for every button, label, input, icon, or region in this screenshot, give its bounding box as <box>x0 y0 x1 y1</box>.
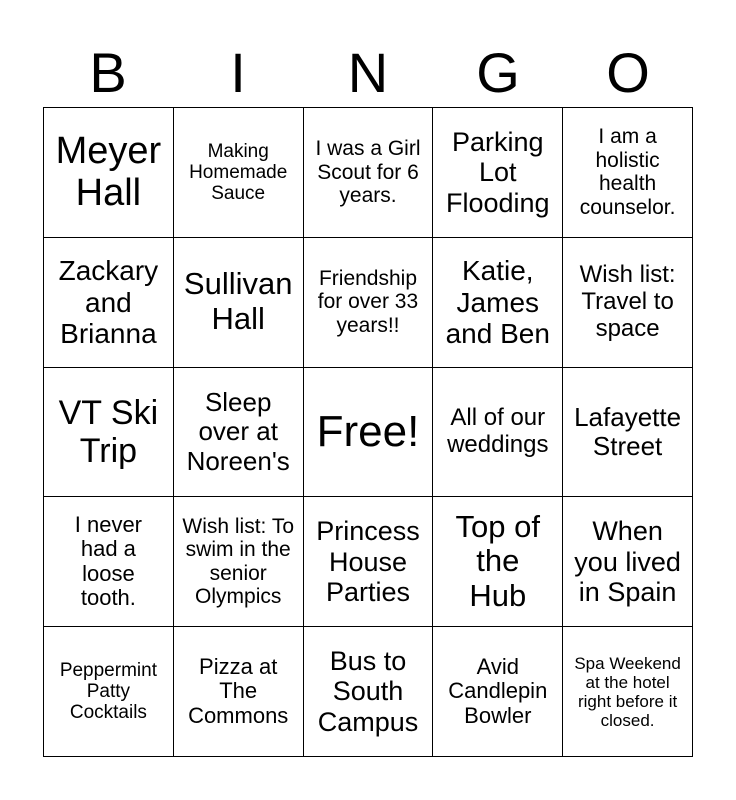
bingo-cell[interactable] <box>304 497 434 627</box>
bingo-cell[interactable] <box>304 108 434 238</box>
bingo-cell[interactable] <box>563 238 693 368</box>
bingo-cell-text: Lafayette Street <box>574 401 682 461</box>
bingo-cell[interactable] <box>563 368 693 498</box>
bingo-cell[interactable] <box>44 108 174 238</box>
bingo-cell-text: Top of the Hub <box>455 508 540 614</box>
bingo-cell-text: Friendship for over 33 years!! <box>317 266 419 337</box>
bingo-cell[interactable] <box>433 368 563 498</box>
bingo-cell[interactable] <box>174 368 304 498</box>
bingo-cell[interactable] <box>44 497 174 627</box>
bingo-cell-text: VT Ski Trip <box>58 393 159 470</box>
bingo-cell-text: I am a holistic health counselor. <box>579 125 676 219</box>
bingo-cell[interactable] <box>433 627 563 757</box>
bingo-cell[interactable] <box>304 238 434 368</box>
bingo-cell free-space[interactable] <box>304 368 434 498</box>
bingo-cell-text: Meyer Hall <box>55 129 162 215</box>
bingo-cell-text: I was a Girl Scout for 6 years. <box>315 137 421 208</box>
header-letter-n: N <box>347 41 389 104</box>
bingo-cell-text: Princess House Parties <box>316 516 420 607</box>
bingo-cell[interactable] <box>174 238 304 368</box>
bingo-card-grid <box>43 107 693 757</box>
bingo-cell[interactable] <box>433 497 563 627</box>
header-letter-o: O <box>606 41 650 104</box>
bingo-cell[interactable] <box>44 368 174 498</box>
header-letter-g: G <box>476 41 520 104</box>
bingo-cell[interactable] <box>304 627 434 757</box>
bingo-cell-text: Wish list: To swim in the senior Olympics <box>182 514 295 609</box>
bingo-cell[interactable] <box>563 627 693 757</box>
free-space-text: Free! <box>316 407 420 457</box>
bingo-cell-text: Parking Lot Flooding <box>446 127 550 218</box>
bingo-cell[interactable] <box>174 108 304 238</box>
bingo-cell[interactable] <box>44 238 174 368</box>
bingo-cell-text: Sleep over at Noreen's <box>186 387 290 476</box>
bingo-cell[interactable] <box>174 627 304 757</box>
bingo-cell[interactable] <box>433 238 563 368</box>
bingo-cell-text: Zackary and Brianna <box>58 255 159 349</box>
bingo-cell-text: Spa Weekend at the hotel right before it closed. <box>574 653 681 730</box>
bingo-cell-text: Sullivan Hall <box>183 266 293 337</box>
bingo-cell-text: When you lived in Spain <box>574 516 681 607</box>
header-letter-i: I <box>230 41 246 104</box>
bingo-cell[interactable] <box>174 497 304 627</box>
bingo-header <box>43 38 693 108</box>
bingo-cell[interactable] <box>44 627 174 757</box>
bingo-cell-text: Pizza at The Commons <box>188 653 289 728</box>
bingo-cell-text: Avid Candlepin Bowler <box>448 653 548 728</box>
bingo-cell[interactable] <box>563 497 693 627</box>
bingo-cell-text: I never had a loose tooth. <box>74 511 143 611</box>
bingo-cell-text: Katie, James and Ben <box>445 255 550 349</box>
bingo-cell-text: Wish list: Travel to space <box>579 260 676 342</box>
bingo-cell[interactable] <box>433 108 563 238</box>
bingo-cell-text: All of our weddings <box>447 404 549 458</box>
bingo-cell-text: Peppermint Patty Cocktails <box>59 659 157 724</box>
bingo-cell[interactable] <box>563 108 693 238</box>
bingo-cell-text: Making Homemade Sauce <box>189 140 288 205</box>
header-letter-b: B <box>89 41 127 104</box>
bingo-cell-text: Bus to South Campus <box>317 646 419 737</box>
